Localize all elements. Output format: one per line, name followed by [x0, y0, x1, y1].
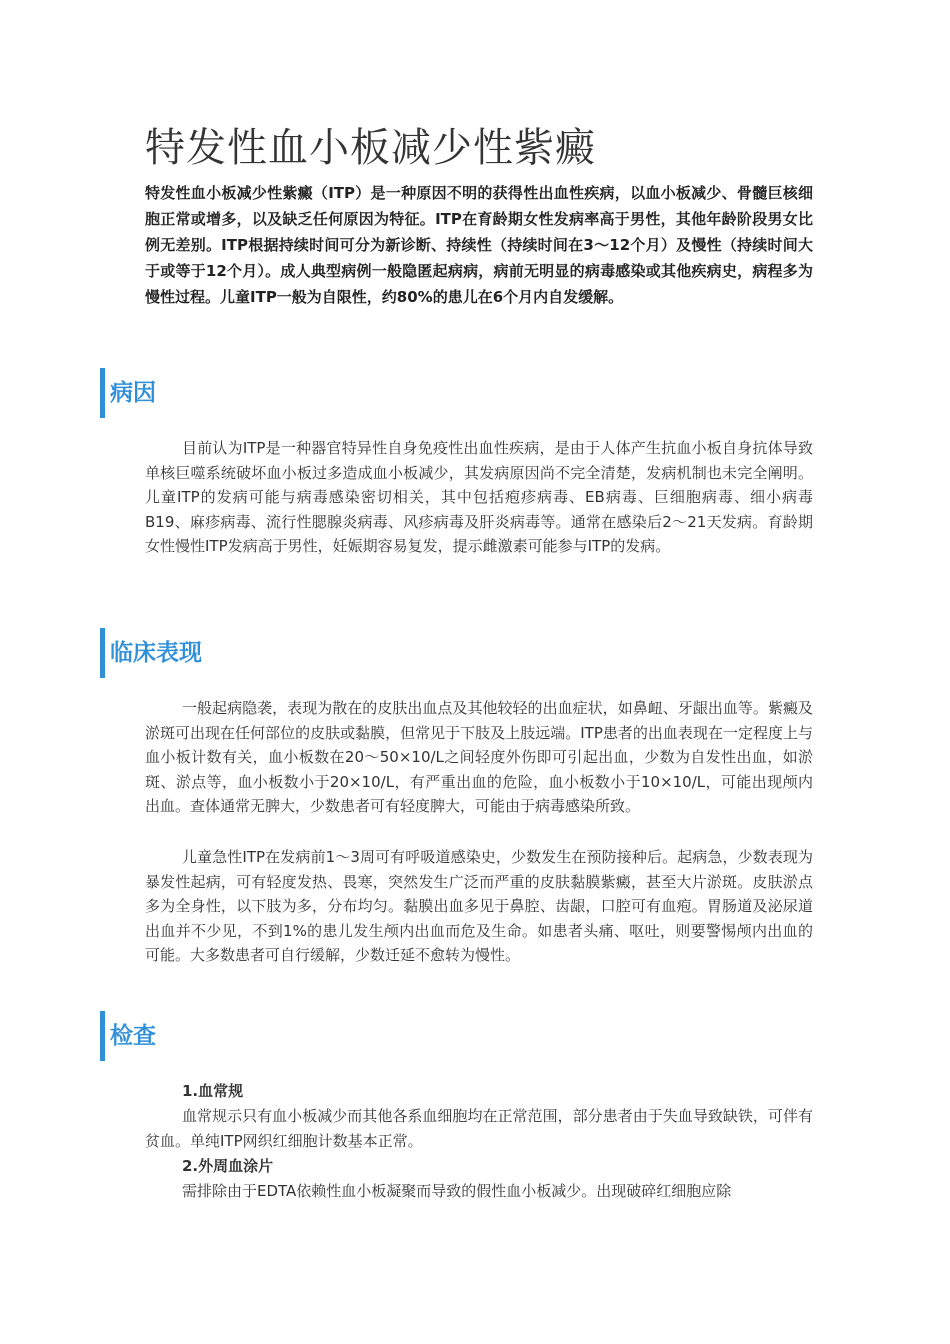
section-heading-etiology: 病因 [100, 368, 156, 418]
section-heading-exam: 检查 [100, 1011, 156, 1061]
document-title: 特发性血小板减少性紫癜 [145, 125, 596, 171]
clinical-paragraph-2: 儿童急性ITP在发病前1～3周可有呼吸道感染史，少数发生在预防接种后。起病急，少数表现为暴发性起病，可有轻度发热、畏寒，突然发生广泛而严重的皮肤黏膜紫癜，甚至大片淤斑。皮肤淤点多为全身性，以下肢为多，分布均匀。黏膜出血多见于鼻腔、齿龈，口腔可有血疱。胃肠道及泌尿道出血并不少见，不到1%的患儿发生颅内出血而危及生命。如患者头痛、呕吐，则要警惕颅内出血的可能。大多数患者可自行缓解，少数迁延不愈转为慢性。 [145, 848, 813, 965]
exam-item-1-text: 血常规示只有血小板减少而其他各系血细胞均在正常范围，部分患者由于失血导致缺铁，可伴有贫血。单纯ITP网织红细胞计数基本正常。 [145, 1107, 813, 1150]
intro-paragraph: 特发性血小板减少性紫癜（ITP）是一种原因不明的获得性出血性疾病，以血小板减少、骨髓巨核细胞正常或增多，以及缺乏任何原因为特征。ITP在育龄期女性发病率高于男性，其他年龄阶段男女比例无差别。ITP根据持续时间可分为新诊断、持续性（持续时间在3～12个月）及慢性（持续时间大于或等于12个月）。成人典型病例一般隐匿起病病，病前无明显的病毒感染或其他疾病史，病程多为慢性过程。儿童ITP一般为自限性，约80%的患儿在6个月内自发缓解。 [145, 184, 813, 306]
etiology-paragraph: 目前认为ITP是一种器官特异性自身免疫性出血性疾病，是由于人体产生抗血小板自身抗体导致单核巨噬系统破坏血小板过多造成血小板减少，其发病原因尚不完全清楚，发病机制也未完全阐明。儿童ITP的发病可能与病毒感染密切相关，其中包括疱疹病毒、EB病毒、巨细胞病毒、细小病毒B19、麻疹病毒、流行性腮腺炎病毒、风疹病毒及肝炎病毒等。通常在感染后2～21天发病。育龄期女性慢性ITP发病高于男性，妊娠期容易复发，提示雌激素可能参与ITP的发病。 [145, 439, 813, 556]
section-heading-clinical: 临床表现 [100, 628, 202, 678]
exam-item-2-text: 需排除由于EDTA依赖性血小板凝聚而导致的假性血小板减少。出现破碎红细胞应除 [182, 1182, 732, 1200]
clinical-paragraph-1: 一般起病隐袭，表现为散在的皮肤出血点及其他较轻的出血症状，如鼻衄、牙龈出血等。紫癜及淤斑可出现在任何部位的皮肤或黏膜，但常见于下肢及上肢远端。ITP患者的出血表现在一定程度上与血小板计数有关，血小板数在20～50×10/L之间轻度外伤即可引起出血，少数为自发性出血，如淤斑、淤点等，血小板数小于20×10/L，有严重出血的危险，血小板数小于10×10/L，可能出现颅内出血。查体通常无脾大，少数患者可有轻度脾大，可能由于病毒感染所致。 [145, 699, 813, 816]
exam-item-2-title: 2.外周血涂片 [182, 1157, 274, 1175]
exam-item-1-title: 1.血常规 [182, 1082, 244, 1100]
